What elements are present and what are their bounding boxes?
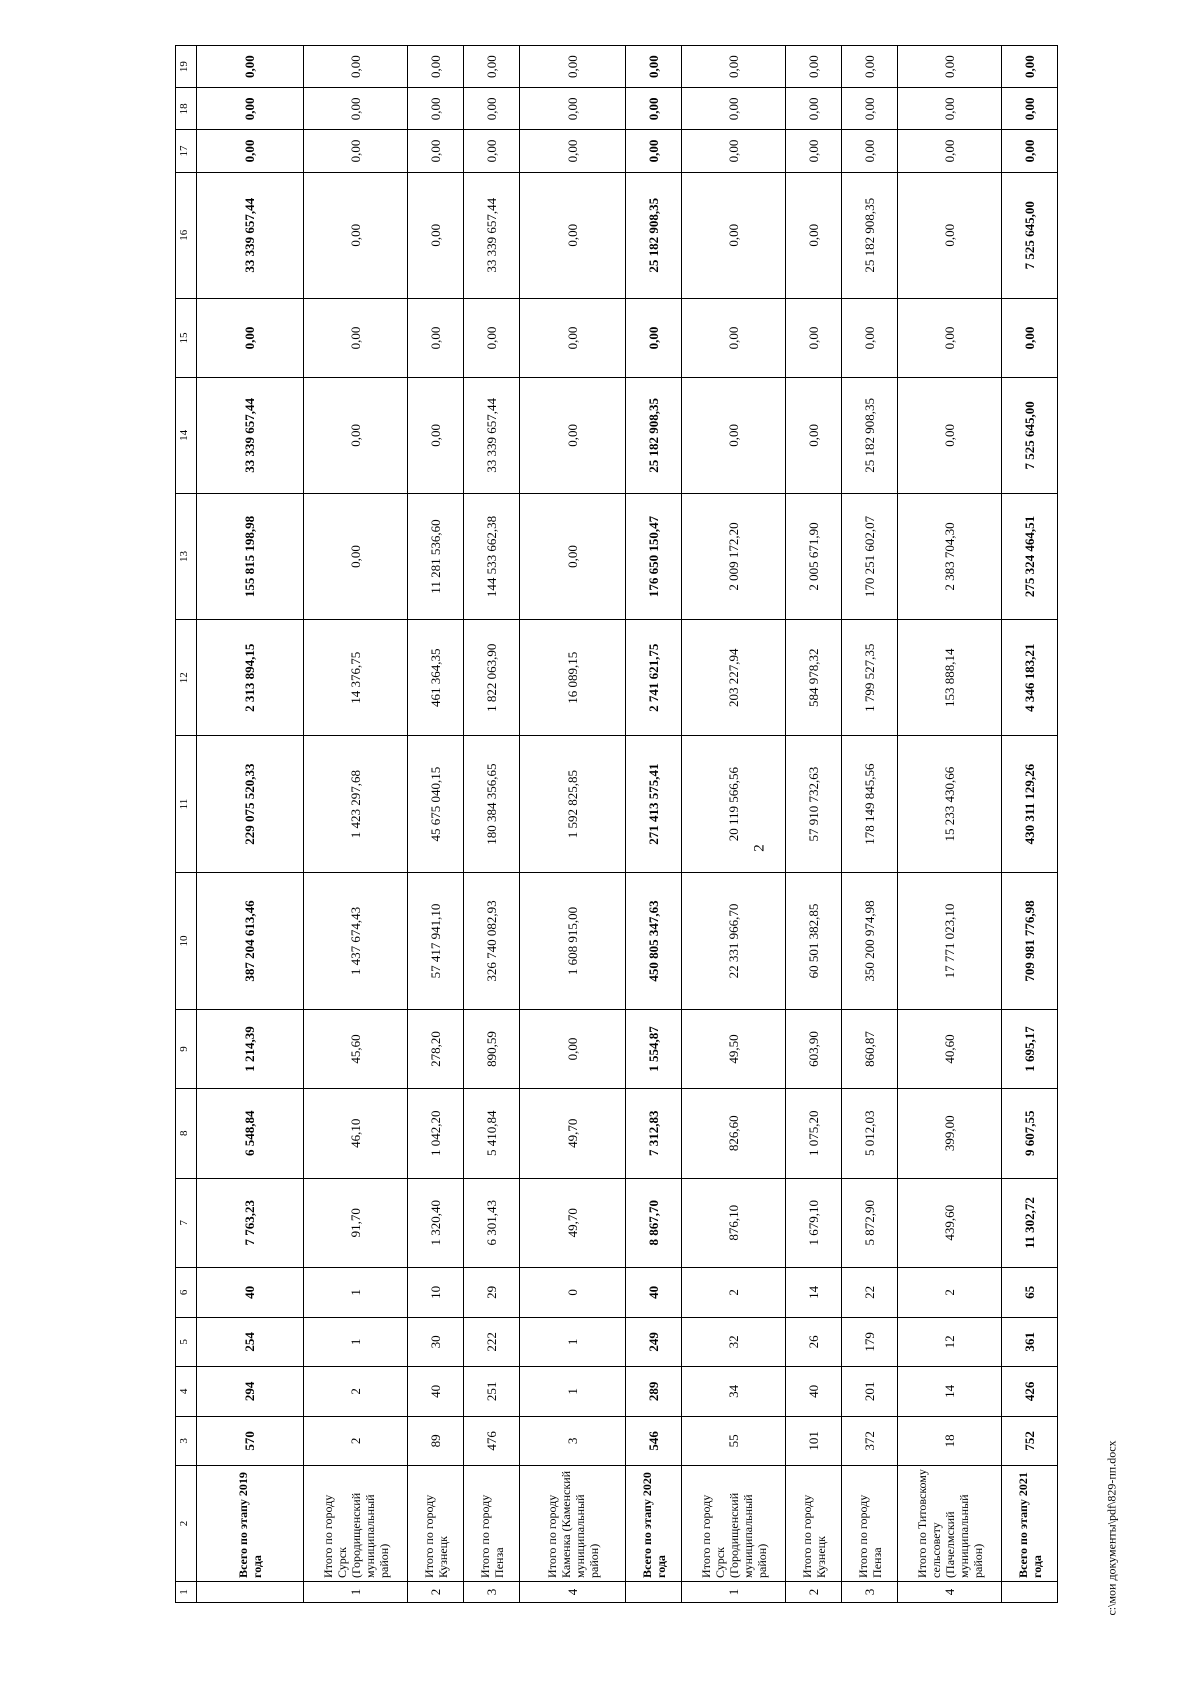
row-label: Итого по городу Кузнецк xyxy=(786,1466,842,1582)
cell-value: 570 xyxy=(197,1416,304,1466)
cell-value: 30 xyxy=(408,1317,464,1367)
cell-value: 0,00 xyxy=(1002,46,1058,88)
cell-value: 40 xyxy=(626,1268,682,1318)
cell-value: 29 xyxy=(464,1268,520,1318)
cell-value: 399,00 xyxy=(898,1089,1002,1179)
cell-value: 0,00 xyxy=(408,172,464,298)
cell-value: 1 822 063,90 xyxy=(464,620,520,736)
row-label: Всего по этапу 2021 года xyxy=(1002,1466,1058,1582)
row-label: Итого по Титовскому сельсовету (Пачелмский муниципальный район) xyxy=(898,1466,1002,1582)
cell-value: 1 695,17 xyxy=(1002,1010,1058,1089)
cell-value: 9 607,55 xyxy=(1002,1089,1058,1179)
cell-value: 222 xyxy=(464,1317,520,1367)
cell-value: 0,00 xyxy=(464,46,520,88)
column-number: 4 xyxy=(176,1367,197,1417)
cell-value: 0,00 xyxy=(786,46,842,88)
cell-value: 0,00 xyxy=(304,172,408,298)
cell-value: 350 200 974,98 xyxy=(842,873,898,1010)
cell-value: 0,00 xyxy=(682,172,786,298)
cell-value: 14 xyxy=(786,1268,842,1318)
cell-value: 40 xyxy=(197,1268,304,1318)
cell-value: 60 501 382,85 xyxy=(786,873,842,1010)
cell-value: 461 364,35 xyxy=(408,620,464,736)
cell-value: 25 182 908,35 xyxy=(626,172,682,298)
cell-value: 1 xyxy=(304,1317,408,1367)
cell-value: 34 xyxy=(682,1367,786,1417)
column-number: 3 xyxy=(176,1416,197,1466)
column-number: 11 xyxy=(176,736,197,873)
cell-value: 0,00 xyxy=(408,46,464,88)
cell-value: 40 xyxy=(408,1367,464,1417)
cell-value: 179 xyxy=(842,1317,898,1367)
row-number: 3 xyxy=(464,1581,520,1602)
cell-value: 0,00 xyxy=(304,88,408,130)
cell-value: 46,10 xyxy=(304,1089,408,1179)
cell-value: 8 867,70 xyxy=(626,1178,682,1268)
cell-value: 10 xyxy=(408,1268,464,1318)
cell-value: 1 xyxy=(520,1367,626,1417)
cell-value: 476 xyxy=(464,1416,520,1466)
cell-value: 49,50 xyxy=(682,1010,786,1089)
cell-value: 0,00 xyxy=(626,88,682,130)
cell-value: 25 182 908,35 xyxy=(842,172,898,298)
cell-value: 101 xyxy=(786,1416,842,1466)
cell-value: 7 312,83 xyxy=(626,1089,682,1179)
column-number: 18 xyxy=(176,88,197,130)
column-number: 19 xyxy=(176,46,197,88)
cell-value: 0,00 xyxy=(898,88,1002,130)
column-number: 5 xyxy=(176,1317,197,1367)
cell-value: 826,60 xyxy=(682,1089,786,1179)
cell-value: 170 251 602,07 xyxy=(842,493,898,619)
row-label: Итого по городу Пенза xyxy=(842,1466,898,1582)
cell-value: 275 324 464,51 xyxy=(1002,493,1058,619)
cell-value: 14 xyxy=(898,1367,1002,1417)
cell-value: 0,00 xyxy=(898,130,1002,172)
cell-value: 91,70 xyxy=(304,1178,408,1268)
cell-value: 0,00 xyxy=(898,46,1002,88)
cell-value: 0,00 xyxy=(197,88,304,130)
cell-value: 2 741 621,75 xyxy=(626,620,682,736)
cell-value: 17 771 023,10 xyxy=(898,873,1002,1010)
cell-value: 1 xyxy=(304,1268,408,1318)
row-label: Итого по городу Сурск (Городищенский муниципальный район) xyxy=(304,1466,408,1582)
cell-value: 0,00 xyxy=(1002,88,1058,130)
city-row xyxy=(304,46,408,1603)
column-number: 17 xyxy=(176,130,197,172)
cell-value: 0,00 xyxy=(304,130,408,172)
cell-value: 0,00 xyxy=(197,46,304,88)
cell-value: 45 675 040,15 xyxy=(408,736,464,873)
cell-value: 0,00 xyxy=(520,130,626,172)
cell-value: 57 417 941,10 xyxy=(408,873,464,1010)
cell-value: 20 119 566,56 xyxy=(682,736,786,873)
cell-value: 45,60 xyxy=(304,1010,408,1089)
cell-value: 0,00 xyxy=(304,46,408,88)
cell-value: 2 xyxy=(304,1367,408,1417)
table-container xyxy=(175,45,1044,1603)
cell-value: 1 xyxy=(520,1317,626,1367)
city-row xyxy=(842,46,898,1603)
cell-value: 0,00 xyxy=(682,377,786,493)
cell-value: 2 005 671,90 xyxy=(786,493,842,619)
cell-value: 0,00 xyxy=(408,377,464,493)
cell-value: 0,00 xyxy=(520,493,626,619)
cell-value: 278,20 xyxy=(408,1010,464,1089)
column-number: 7 xyxy=(176,1178,197,1268)
cell-value: 180 384 356,65 xyxy=(464,736,520,873)
cell-value: 0,00 xyxy=(408,130,464,172)
cell-value: 603,90 xyxy=(786,1010,842,1089)
cell-value: 430 311 129,26 xyxy=(1002,736,1058,873)
cell-value: 33 339 657,44 xyxy=(464,172,520,298)
cell-value: 176 650 150,47 xyxy=(626,493,682,619)
row-number: 2 xyxy=(786,1581,842,1602)
cell-value: 5 872,90 xyxy=(842,1178,898,1268)
column-number: 8 xyxy=(176,1089,197,1179)
cell-value: 32 xyxy=(682,1317,786,1367)
cell-value: 6 548,84 xyxy=(197,1089,304,1179)
cell-value: 15 233 430,66 xyxy=(898,736,1002,873)
cell-value: 25 182 908,35 xyxy=(842,377,898,493)
cell-value: 387 204 613,46 xyxy=(197,873,304,1010)
cell-value: 55 xyxy=(682,1416,786,1466)
city-row xyxy=(786,46,842,1603)
city-row xyxy=(682,46,786,1603)
cell-value: 0,00 xyxy=(408,88,464,130)
cell-value: 6 301,43 xyxy=(464,1178,520,1268)
cell-value: 289 xyxy=(626,1367,682,1417)
cell-value: 0,00 xyxy=(520,377,626,493)
cell-value: 0,00 xyxy=(842,46,898,88)
cell-value: 7 763,23 xyxy=(197,1178,304,1268)
cell-value: 40 xyxy=(786,1367,842,1417)
cell-value: 0,00 xyxy=(682,298,786,377)
cell-value: 0,00 xyxy=(682,130,786,172)
cell-value: 709 981 776,98 xyxy=(1002,873,1058,1010)
cell-value: 294 xyxy=(197,1367,304,1417)
cell-value: 16 089,15 xyxy=(520,620,626,736)
cell-value: 0,00 xyxy=(464,88,520,130)
cell-value: 33 339 657,44 xyxy=(464,377,520,493)
cell-value: 251 xyxy=(464,1367,520,1417)
city-row xyxy=(520,46,626,1603)
cell-value: 0,00 xyxy=(786,88,842,130)
column-number: 15 xyxy=(176,298,197,377)
cell-value: 0,00 xyxy=(304,493,408,619)
cell-value: 1 592 825,85 xyxy=(520,736,626,873)
cell-value: 0,00 xyxy=(786,298,842,377)
cell-value: 1 608 915,00 xyxy=(520,873,626,1010)
cell-value: 1 679,10 xyxy=(786,1178,842,1268)
cell-value: 752 xyxy=(1002,1416,1058,1466)
page-number: 2 xyxy=(751,844,768,852)
row-number: 3 xyxy=(842,1581,898,1602)
cell-value: 65 xyxy=(1002,1268,1058,1318)
cell-value: 229 075 520,33 xyxy=(197,736,304,873)
cell-value: 0,00 xyxy=(786,172,842,298)
cell-value: 5 410,84 xyxy=(464,1089,520,1179)
cell-value: 49,70 xyxy=(520,1178,626,1268)
cell-value: 5 012,03 xyxy=(842,1089,898,1179)
cell-value: 0,00 xyxy=(842,130,898,172)
row-label: Итого по городу Кузнецк xyxy=(408,1466,464,1582)
column-number: 1 xyxy=(176,1581,197,1602)
column-number: 16 xyxy=(176,172,197,298)
cell-value: 22 331 966,70 xyxy=(682,873,786,1010)
cell-value: 890,59 xyxy=(464,1010,520,1089)
cell-value: 0,00 xyxy=(626,130,682,172)
row-number: 4 xyxy=(898,1581,1002,1602)
cell-value: 0,00 xyxy=(682,88,786,130)
cell-value: 0,00 xyxy=(682,46,786,88)
column-number: 14 xyxy=(176,377,197,493)
stage-total-row xyxy=(626,46,682,1603)
cell-value: 25 182 908,35 xyxy=(626,377,682,493)
row-number: 2 xyxy=(408,1581,464,1602)
cell-value: 326 740 082,93 xyxy=(464,873,520,1010)
cell-value: 1 214,39 xyxy=(197,1010,304,1089)
cell-value: 3 xyxy=(520,1416,626,1466)
cell-value: 0,00 xyxy=(1002,130,1058,172)
cell-value: 57 910 732,63 xyxy=(786,736,842,873)
row-label: Итого по городу Сурск (Городищенский муниципальный район) xyxy=(682,1466,786,1582)
cell-value: 7 525 645,00 xyxy=(1002,377,1058,493)
cell-value: 1 042,20 xyxy=(408,1089,464,1179)
column-number: 9 xyxy=(176,1010,197,1089)
cell-value: 450 805 347,63 xyxy=(626,873,682,1010)
cell-value: 2 xyxy=(682,1268,786,1318)
cell-value: 11 302,72 xyxy=(1002,1178,1058,1268)
column-number: 2 xyxy=(176,1466,197,1582)
cell-value: 1 437 674,43 xyxy=(304,873,408,1010)
cell-value: 546 xyxy=(626,1416,682,1466)
cell-value: 155 815 198,98 xyxy=(197,493,304,619)
city-row xyxy=(464,46,520,1603)
cell-value: 178 149 845,56 xyxy=(842,736,898,873)
cell-value: 1 075,20 xyxy=(786,1089,842,1179)
stage-total-row xyxy=(197,46,304,1603)
cell-value: 361 xyxy=(1002,1317,1058,1367)
cell-value: 89 xyxy=(408,1416,464,1466)
cell-value: 0,00 xyxy=(197,130,304,172)
cell-value: 0,00 xyxy=(520,88,626,130)
cell-value: 1 554,87 xyxy=(626,1010,682,1089)
column-number: 6 xyxy=(176,1268,197,1318)
row-number xyxy=(626,1581,682,1602)
cell-value: 0,00 xyxy=(1002,298,1058,377)
cell-value: 26 xyxy=(786,1317,842,1367)
cell-value: 0,00 xyxy=(786,377,842,493)
row-label: Всего по этапу 2019 года xyxy=(197,1466,304,1582)
footer-file-path: c:\мои документы\pdf\829-пп.docx xyxy=(1104,1440,1119,1616)
cell-value: 271 413 575,41 xyxy=(626,736,682,873)
cell-value: 0,00 xyxy=(626,298,682,377)
cell-value: 0 xyxy=(520,1268,626,1318)
row-number: 1 xyxy=(304,1581,408,1602)
cell-value: 1 423 297,68 xyxy=(304,736,408,873)
column-number-row xyxy=(176,46,197,1603)
cell-value: 0,00 xyxy=(520,298,626,377)
cell-value: 249 xyxy=(626,1317,682,1367)
row-number xyxy=(197,1581,304,1602)
cell-value: 0,00 xyxy=(520,1010,626,1089)
cell-value: 2 313 894,15 xyxy=(197,620,304,736)
cell-value: 1 799 527,35 xyxy=(842,620,898,736)
cell-value: 153 888,14 xyxy=(898,620,1002,736)
column-number: 13 xyxy=(176,493,197,619)
column-number: 12 xyxy=(176,620,197,736)
cell-value: 2 009 172,20 xyxy=(682,493,786,619)
cell-value: 49,70 xyxy=(520,1089,626,1179)
cell-value: 33 339 657,44 xyxy=(197,172,304,298)
cell-value: 0,00 xyxy=(304,298,408,377)
cell-value: 426 xyxy=(1002,1367,1058,1417)
cell-value: 0,00 xyxy=(898,298,1002,377)
cell-value: 40,60 xyxy=(898,1010,1002,1089)
cell-value: 0,00 xyxy=(464,130,520,172)
row-number: 1 xyxy=(682,1581,786,1602)
cell-value: 0,00 xyxy=(408,298,464,377)
city-row xyxy=(898,46,1002,1603)
row-number xyxy=(1002,1581,1058,1602)
cell-value: 0,00 xyxy=(842,298,898,377)
cell-value: 0,00 xyxy=(842,88,898,130)
city-row xyxy=(408,46,464,1603)
cell-value: 11 281 536,60 xyxy=(408,493,464,619)
cell-value: 0,00 xyxy=(898,377,1002,493)
cell-value: 0,00 xyxy=(197,298,304,377)
cell-value: 2 xyxy=(304,1416,408,1466)
mkd-resettlement-table xyxy=(175,45,1058,1603)
cell-value: 22 xyxy=(842,1268,898,1318)
cell-value: 0,00 xyxy=(520,172,626,298)
cell-value: 4 346 183,21 xyxy=(1002,620,1058,736)
cell-value: 7 525 645,00 xyxy=(1002,172,1058,298)
cell-value: 0,00 xyxy=(626,46,682,88)
cell-value: 18 xyxy=(898,1416,1002,1466)
cell-value: 0,00 xyxy=(464,298,520,377)
cell-value: 860,87 xyxy=(842,1010,898,1089)
column-number: 10 xyxy=(176,873,197,1010)
cell-value: 584 978,32 xyxy=(786,620,842,736)
cell-value: 201 xyxy=(842,1367,898,1417)
cell-value: 1 320,40 xyxy=(408,1178,464,1268)
cell-value: 0,00 xyxy=(304,377,408,493)
cell-value: 144 533 662,38 xyxy=(464,493,520,619)
cell-value: 203 227,94 xyxy=(682,620,786,736)
row-label: Итого по городу Каменка (Каменский муниципальный район) xyxy=(520,1466,626,1582)
cell-value: 2 xyxy=(898,1268,1002,1318)
cell-value: 0,00 xyxy=(786,130,842,172)
row-label: Всего по этапу 2020 года xyxy=(626,1466,682,1582)
row-label: Итого по городу Пенза xyxy=(464,1466,520,1582)
cell-value: 0,00 xyxy=(898,172,1002,298)
cell-value: 14 376,75 xyxy=(304,620,408,736)
cell-value: 33 339 657,44 xyxy=(197,377,304,493)
stage-total-row xyxy=(1002,46,1058,1603)
cell-value: 0,00 xyxy=(520,46,626,88)
cell-value: 254 xyxy=(197,1317,304,1367)
cell-value: 372 xyxy=(842,1416,898,1466)
row-number: 4 xyxy=(520,1581,626,1602)
cell-value: 2 383 704,30 xyxy=(898,493,1002,619)
cell-value: 439,60 xyxy=(898,1178,1002,1268)
cell-value: 12 xyxy=(898,1317,1002,1367)
cell-value: 876,10 xyxy=(682,1178,786,1268)
